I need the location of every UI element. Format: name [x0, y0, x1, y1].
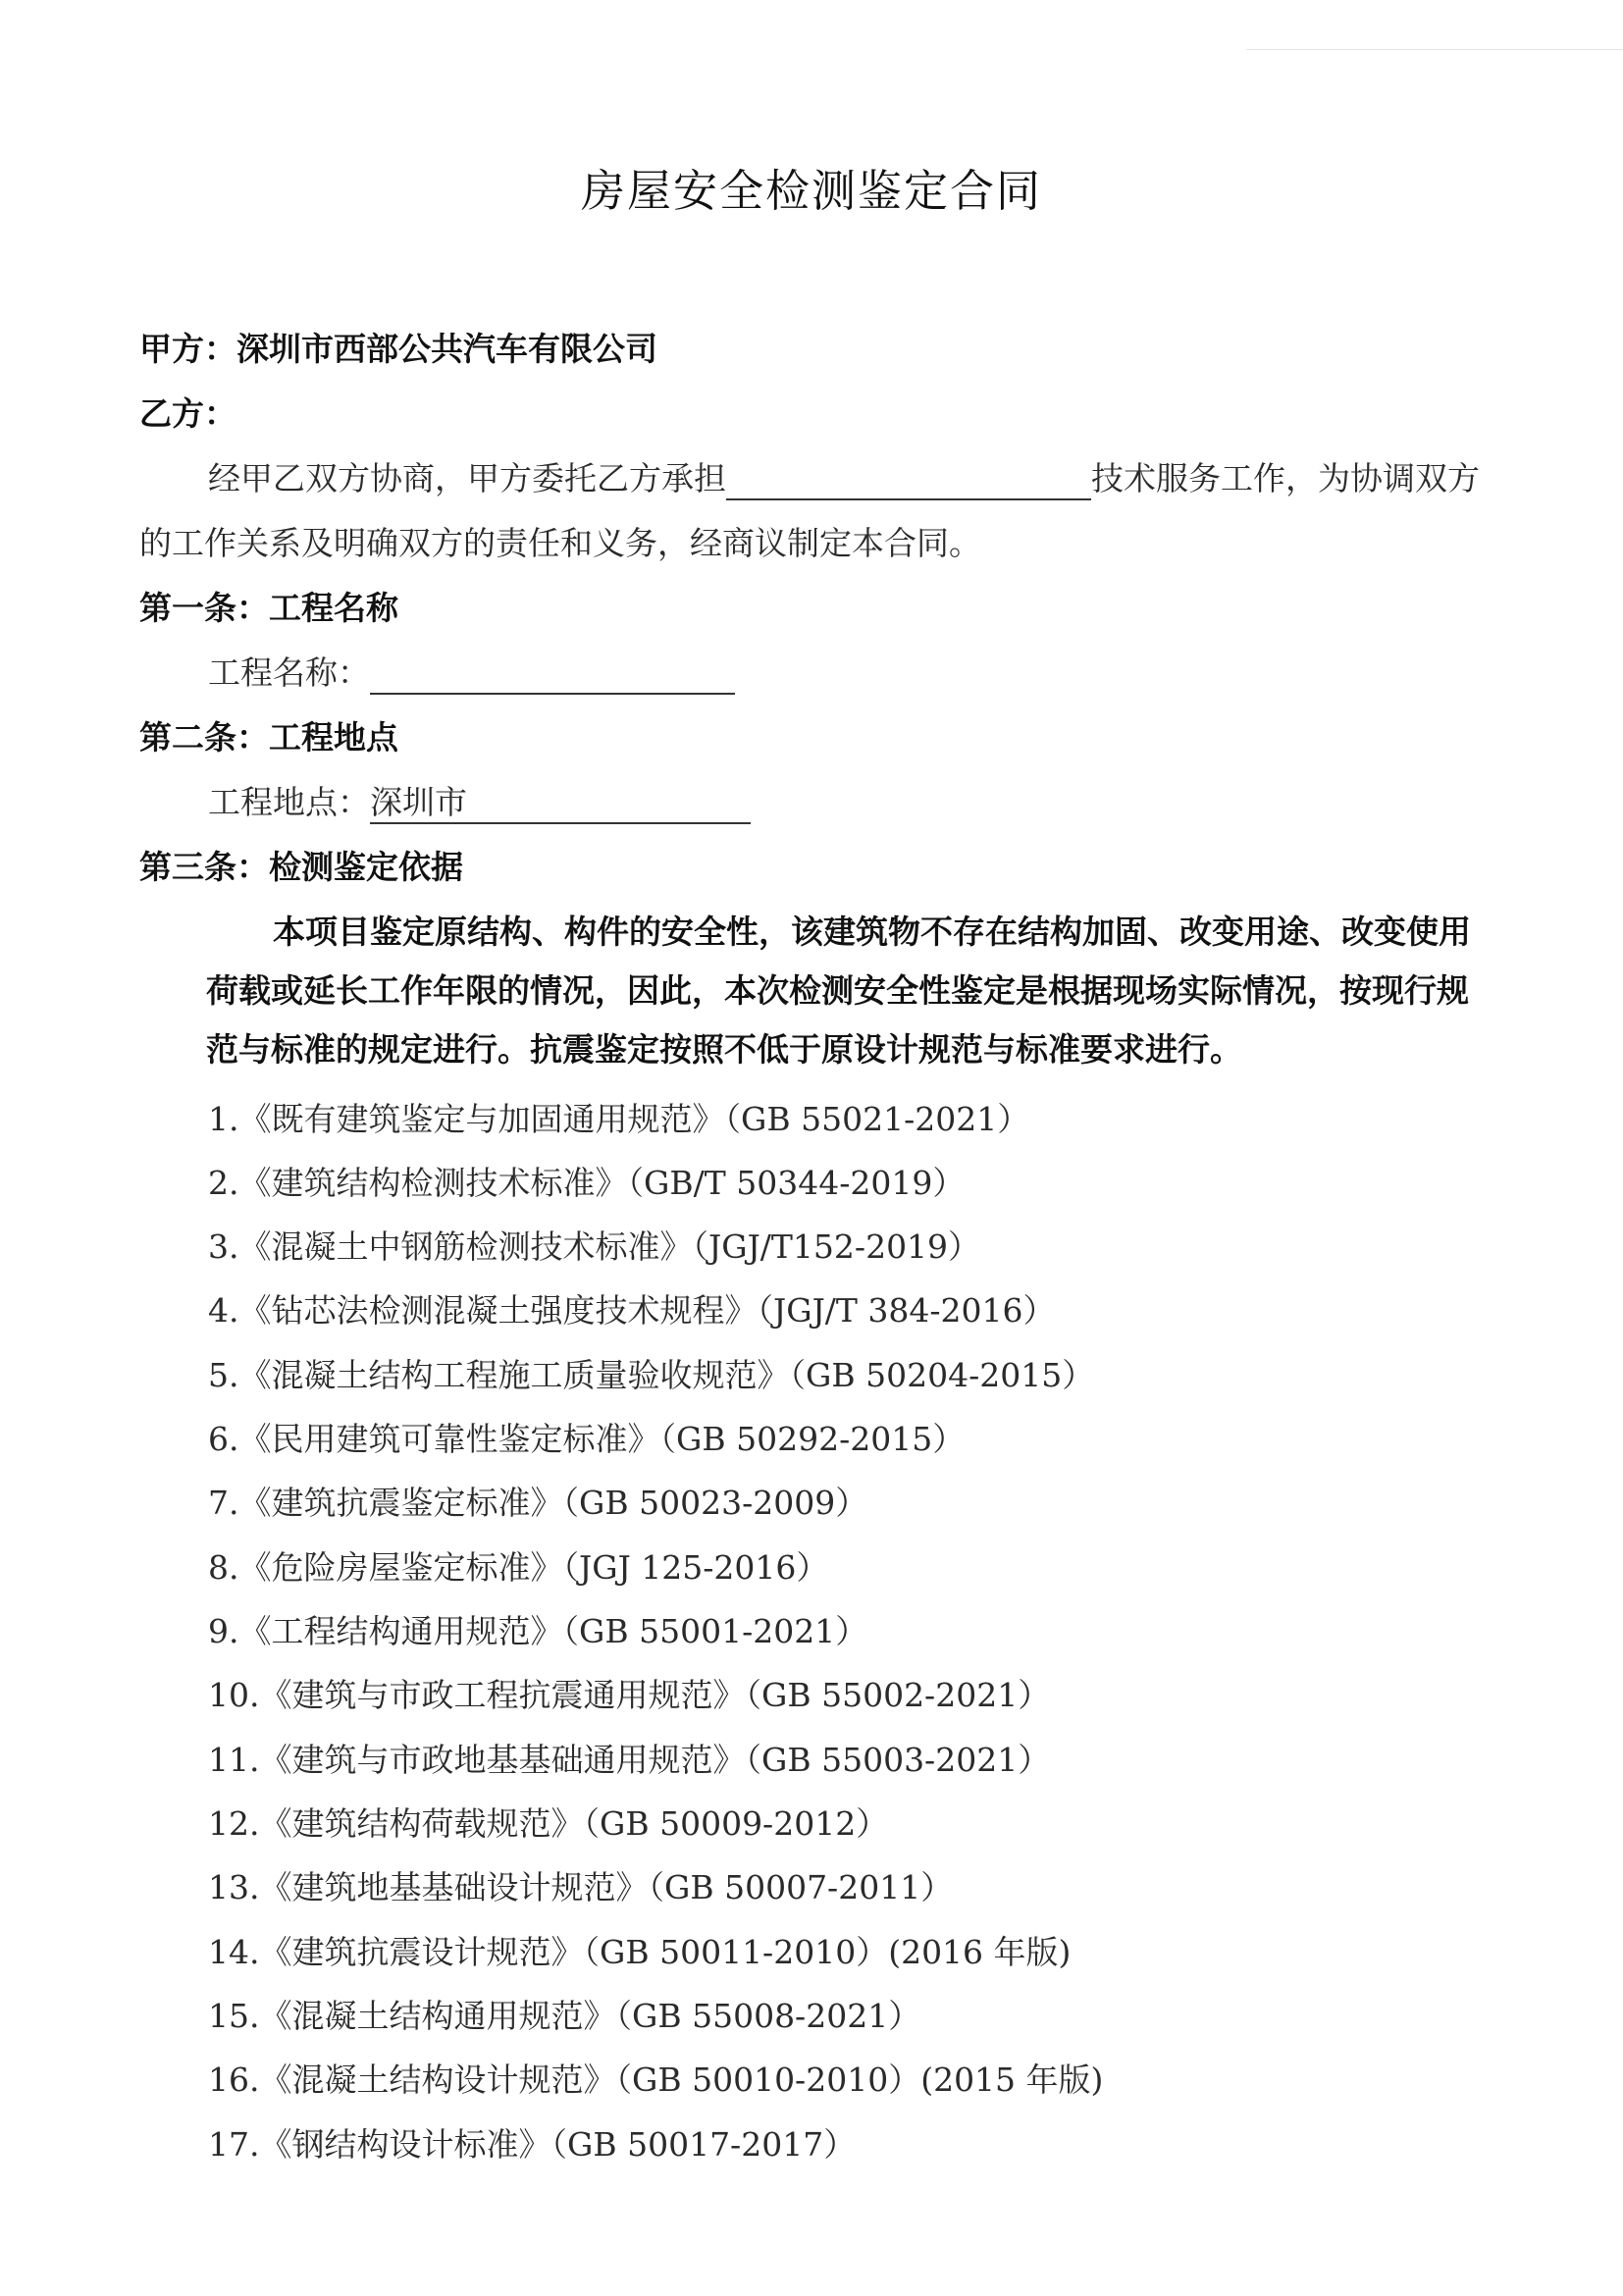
reference-item: 10.《建筑与市政工程抗震通用规范》（GB 55002-2021）	[208, 1676, 1051, 1714]
service-blank	[726, 465, 1091, 500]
intro-line-1	[208, 457, 1480, 500]
reference-item: 5.《混凝土结构工程施工质量验收规范》（GB 50204-2015）	[208, 1356, 1095, 1394]
party-a-line	[139, 328, 657, 371]
party-a-value: 深圳市西部公共汽车有限公司	[236, 330, 657, 368]
scan-artifact-line	[1246, 49, 1623, 50]
reference-item: 6.《民用建筑可靠性鉴定标准》（GB 50292-2015）	[208, 1420, 966, 1458]
project-name-label: 工程名称：	[208, 653, 370, 692]
reference-item: 7.《建筑抗震鉴定标准》（GB 50023-2009）	[208, 1484, 868, 1522]
basis-paragraph-line-2: 荷载或延长工作年限的情况，因此，本次检测安全性鉴定是根据现场实际情况，按现行规	[206, 971, 1469, 1010]
basis-paragraph-line-1: 本项目鉴定原结构、构件的安全性，该建筑物不存在结构加固、改变用途、改变使用	[273, 913, 1471, 951]
reference-item: 12.《建筑结构荷载规范》（GB 50009-2012）	[208, 1804, 889, 1843]
intro-line-2: 的工作关系及明确双方的责任和义务，经商议制定本合同。	[139, 524, 981, 562]
reference-item: 16.《混凝土结构设计规范》（GB 50010-2010）(2015 年版)	[208, 2061, 1104, 2099]
article-1-heading: 第一条：工程名称	[139, 589, 398, 627]
reference-item: 14.《建筑抗震设计规范》（GB 50011-2010）(2016 年版)	[208, 1933, 1072, 1971]
reference-item: 11.《建筑与市政地基基础通用规范》（GB 55003-2021）	[208, 1741, 1051, 1779]
project-name-line	[208, 652, 735, 695]
reference-item: 2.《建筑结构检测技术标准》（GB/T 50344-2019）	[208, 1164, 966, 1202]
party-b-label: 乙方：	[139, 394, 236, 433]
reference-item: 15.《混凝土结构通用规范》（GB 55008-2021）	[208, 1997, 921, 2035]
article-2-heading: 第二条：工程地点	[139, 718, 398, 757]
project-location-value: 深圳市	[370, 783, 751, 824]
intro-text-part2: 技术服务工作，为协调双方	[1091, 459, 1480, 497]
basis-paragraph-line-3: 范与标准的规定进行。抗震鉴定按照不低于原设计规范与标准要求进行。	[206, 1030, 1242, 1069]
intro-text-part1: 经甲乙双方协商，甲方委托乙方承担	[208, 459, 726, 497]
party-a-label: 甲方：	[139, 330, 236, 368]
project-name-blank	[370, 659, 735, 695]
reference-item: 4.《钻芯法检测混凝土强度技术规程》（JGJ/T 384-2016）	[208, 1291, 1056, 1330]
reference-item: 3.《混凝土中钢筋检测技术标准》（JGJ/T152-2019）	[208, 1227, 981, 1266]
party-b-line	[139, 392, 236, 436]
document-title: 房屋安全检测鉴定合同	[580, 165, 1042, 217]
reference-item: 1.《既有建筑鉴定与加固通用规范》（GB 55021-2021）	[208, 1100, 1030, 1138]
reference-item: 9.《工程结构通用规范》（GB 55001-2021）	[208, 1612, 868, 1650]
reference-item: 17.《钢结构设计标准》（GB 50017-2017）	[208, 2125, 857, 2164]
reference-item: 8.《危险房屋鉴定标准》（JGJ 125-2016）	[208, 1548, 829, 1587]
article-3-heading: 第三条：检测鉴定依据	[139, 848, 463, 886]
project-location-label: 工程地点：	[208, 783, 370, 821]
reference-item: 13.《建筑地基基础设计规范》（GB 50007-2011）	[208, 1868, 954, 1906]
project-location-line	[208, 781, 751, 824]
